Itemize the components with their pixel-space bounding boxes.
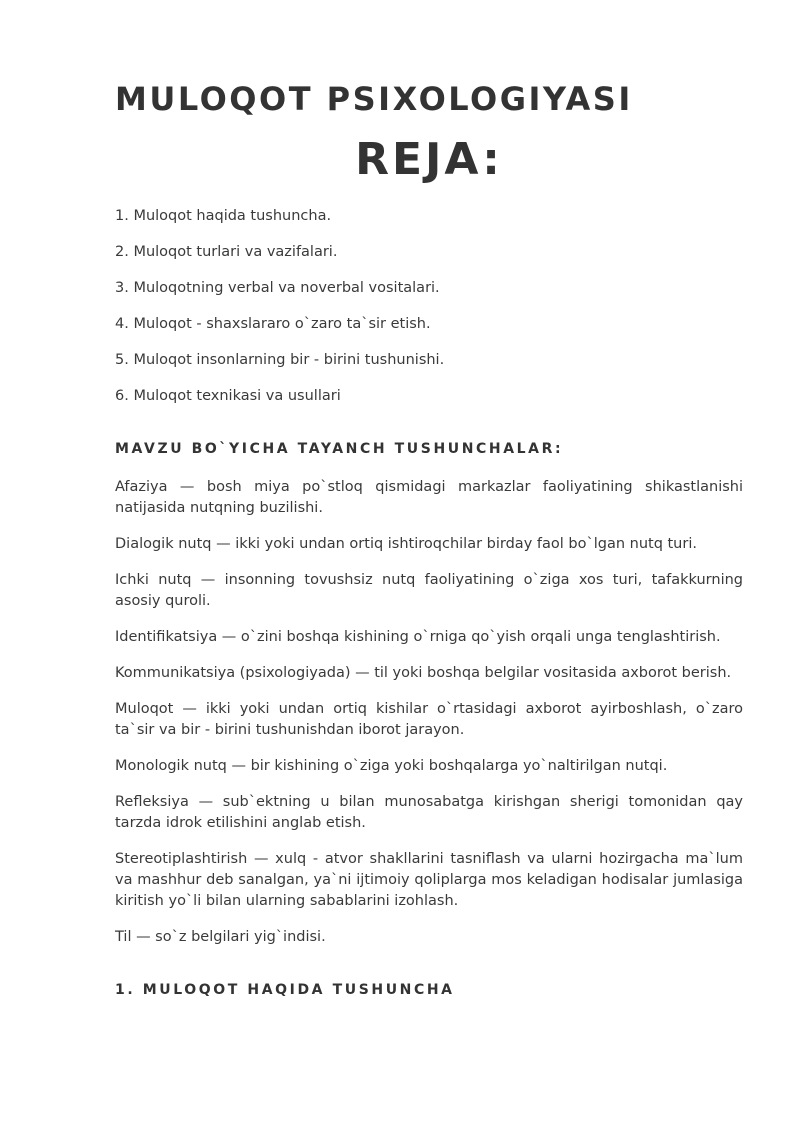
document-title: MULOQOT PSIXOLOGIYASI [115, 80, 633, 118]
plan-item: 1. Muloqot haqida tushuncha. [115, 208, 332, 224]
plan-item: 6. Muloqot texnikasi va usullari [115, 388, 341, 404]
term-definition: Ichki nutq — insonning tovushsiz nutq faoliyatining o`ziga xos turi, tafakkurning asosiy quroli. [115, 572, 743, 609]
plan-item: 2. Muloqot turlari va vazifalari. [115, 244, 338, 260]
plan-item: 5. Muloqot insonlarning bir - birini tushunishi. [115, 352, 445, 368]
term-definition: Identifikatsiya — o`zini boshqa kishining o`rniga qo`yish orqali unga tenglashtirish. [115, 629, 721, 645]
plan-heading: REJA: [355, 134, 503, 185]
term-definition: Muloqot — ikki yoki undan ortiq kishilar o`rtasidagi axborot ayirboshlash, o`zaro ta`sir va bir - birini tushunishdan iborot jarayon. [115, 701, 743, 738]
term-definition: Kommunikatsiya (psixologiyada) — til yoki boshqa belgilar vositasida axborot berish. [115, 665, 732, 681]
section-heading: 1. MULOQOT HAQIDA TUSHUNCHA [115, 982, 455, 998]
terms-list [115, 477, 743, 963]
term-definition: Afaziya — bosh miya po`stloq qismidagi markazlar faoliyatining shikastlanishi natijasida nutqning buzilishi. [115, 479, 743, 516]
term-definition: Monologik nutq — bir kishining o`ziga yoki boshqalarga yo`naltirilgan nutqi. [115, 758, 668, 774]
plan-list [115, 206, 743, 422]
terms-heading: MAVZU BO`YICHA TAYANCH TUSHUNCHALAR: [115, 441, 564, 457]
term-definition: Til — so`z belgilari yig`indisi. [115, 929, 326, 945]
plan-item: 4. Muloqot - shaxslararo o`zaro ta`sir etish. [115, 316, 431, 332]
plan-item: 3. Muloqotning verbal va noverbal vositalari. [115, 280, 440, 296]
term-definition: Dialogik nutq — ikki yoki undan ortiq ishtiroqchilar birday faol bo`lgan nutq turi. [115, 536, 697, 552]
term-definition: Stereotiplashtirish — xulq - atvor shakllarini tasniflash va ularni hozirgacha ma`lum va mashhur deb sanalgan, ya`ni ijtimoiy qoliplarga mos keladigan hodisalar jumlasiga kiritish yo`li bilan ularning sabablarini izohlash. [115, 851, 743, 909]
term-definition: Refleksiya — sub`ektning u bilan munosabatga kirishgan sherigi tomonidan qay tarzda idrok etilishini anglab etish. [115, 794, 743, 831]
